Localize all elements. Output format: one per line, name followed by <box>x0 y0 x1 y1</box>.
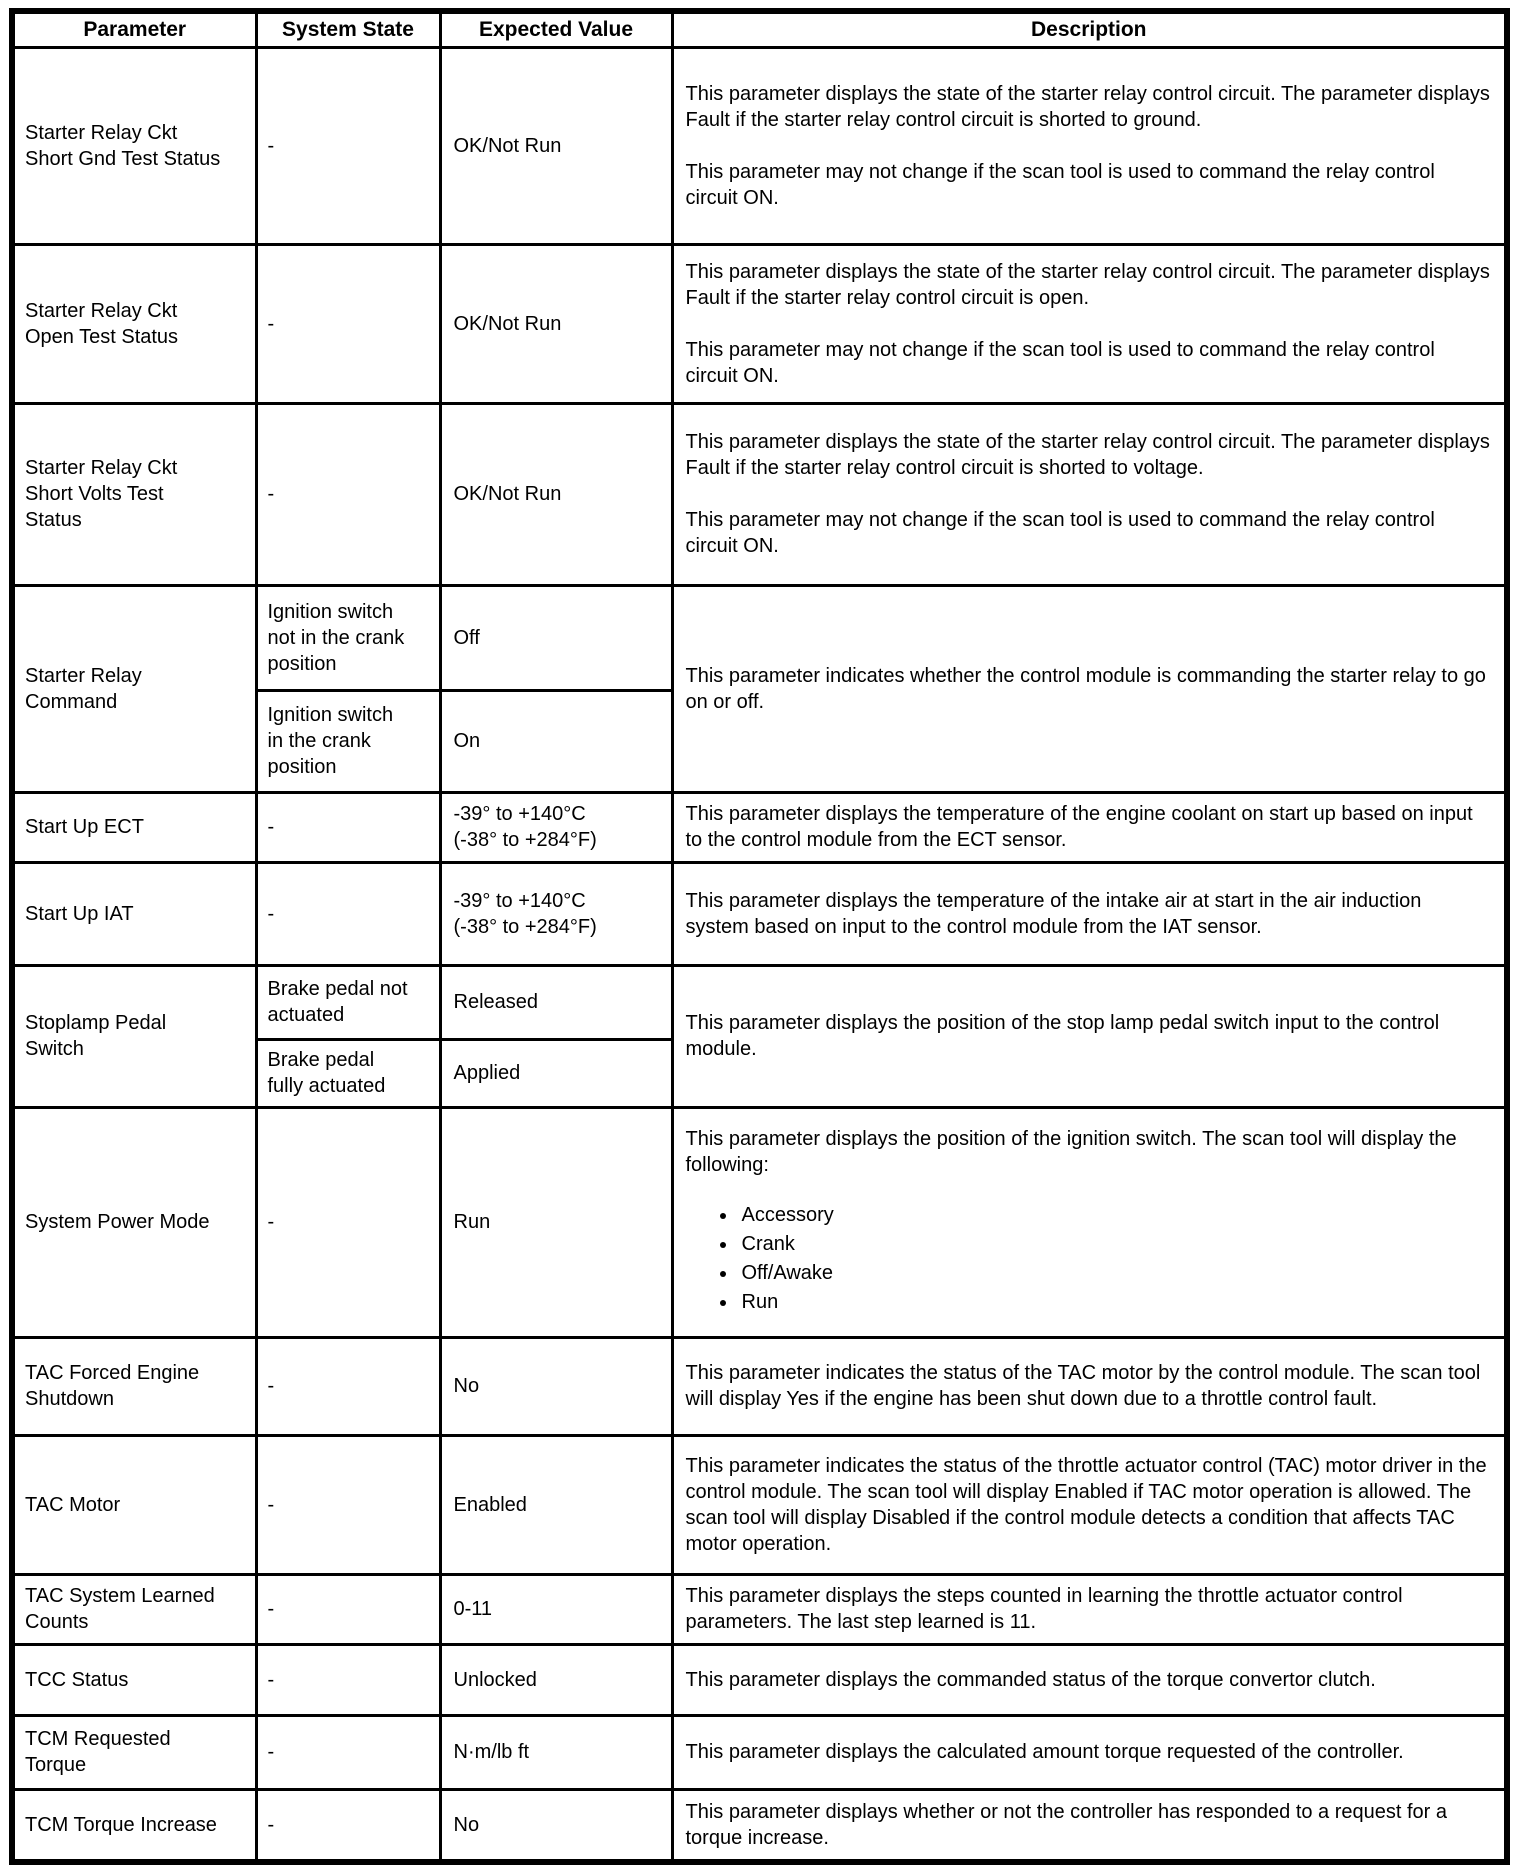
parameter-cell: System Power Mode <box>12 1107 256 1337</box>
description-cell <box>672 1574 1507 1644</box>
col-header-expected-value: Expected Value <box>440 11 672 47</box>
description-paragraph: This parameter displays the calculated amount torque requested of the controller. <box>685 1741 1404 1763</box>
description-cell <box>672 585 1507 792</box>
col-header-parameter: Parameter <box>12 11 256 47</box>
expected-value-cell: Unlocked <box>440 1644 672 1715</box>
parameter-cell: Starter Relay Command <box>12 585 256 792</box>
parameter-cell: Starter Relay Ckt Open Test Status <box>12 244 256 403</box>
system-state-cell: - <box>256 1715 440 1789</box>
expected-value-cell: N·m/lb ft <box>440 1715 672 1789</box>
list-item: • Accessory <box>738 1202 1491 1228</box>
description-paragraph: This parameter may not change if the scan tool is used to command the relay control circuit ON. <box>685 160 1435 209</box>
expected-value-line: -39° to +140°C <box>453 889 586 912</box>
system-state-cell: - <box>256 792 440 862</box>
expected-value-cell: OK/Not Run <box>440 244 672 403</box>
description-paragraph: This parameter may not change if the scan tool is used to command the relay control circuit ON. <box>685 509 1435 557</box>
table-row <box>12 47 1507 244</box>
table-row <box>12 1789 1507 1862</box>
col-header-description: Description <box>672 11 1507 47</box>
parameter-cell: TCM Requested Torque <box>12 1715 256 1789</box>
description-cell <box>672 1337 1507 1435</box>
expected-value-cell: Run <box>440 1107 672 1337</box>
description-paragraph: This parameter displays whether or not the controller has responded to a request for a torque increase. <box>685 1800 1448 1849</box>
expected-value-cell: Released <box>440 965 672 1039</box>
expected-value-cell: OK/Not Run <box>440 403 672 585</box>
description-cell <box>672 1644 1507 1715</box>
table-row <box>12 862 1507 965</box>
system-state-cell: - <box>256 403 440 585</box>
description-paragraph: This parameter displays the state of the starter relay control circuit. The parameter displays Fault if the starter relay control circuit is open. <box>685 260 1490 309</box>
description-paragraph: This parameter displays the commanded status of the torque convertor clutch. <box>685 1668 1376 1691</box>
table-row <box>12 403 1507 585</box>
parameter-cell: TAC Motor <box>12 1435 256 1574</box>
expected-value-line: (-38° to +284°F) <box>453 829 597 851</box>
system-state-cell: Ignition switch in the crank position <box>256 690 440 792</box>
list-item: • Crank <box>738 1231 1491 1257</box>
parameter-cell: Start Up IAT <box>12 862 256 965</box>
parameter-cell: TCM Torque Increase <box>12 1789 256 1862</box>
power-mode-list <box>686 1202 1491 1315</box>
description-cell <box>672 403 1507 585</box>
expected-value-cell: On <box>440 690 672 792</box>
description-cell <box>672 792 1507 862</box>
table-row <box>12 792 1507 862</box>
table-row <box>12 244 1507 403</box>
expected-value-cell: OK/Not Run <box>440 47 672 244</box>
description-paragraph: This parameter indicates the status of the TAC motor by the control module. The scan tool will display Yes if the engine has been shut down due to a throttle control fault. <box>685 1362 1481 1410</box>
table-row <box>12 1107 1507 1337</box>
system-state-cell: - <box>256 1644 440 1715</box>
scan-tool-parameter-table <box>9 8 1510 1865</box>
parameter-cell: TAC Forced Engine Shutdown <box>12 1337 256 1435</box>
table-row <box>12 585 1507 690</box>
description-paragraph: This parameter displays the temperature of the engine coolant on start up based on input to the control module from the ECT sensor. <box>685 803 1473 851</box>
description-paragraph: This parameter displays the state of the starter relay control circuit. The parameter displays Fault if the starter relay control circuit is shorted to ground. <box>685 82 1490 131</box>
table-row <box>12 1715 1507 1789</box>
parameter-cell: TAC System Learned Counts <box>12 1574 256 1644</box>
description-cell <box>672 244 1507 403</box>
expected-value-line: (-38° to +284°F) <box>453 915 597 938</box>
table-row <box>12 965 1507 1039</box>
table-row <box>12 1337 1507 1435</box>
description-paragraph: This parameter indicates the status of the throttle actuator control (TAC) motor driver in the control module. The scan tool will display Enabled if TAC motor operation is allowed. The scan tool will display Disabled if the control module detects a condition that affects TAC motor operation. <box>685 1454 1487 1555</box>
expected-value-cell: 0-11 <box>440 1574 672 1644</box>
system-state-cell: - <box>256 1789 440 1862</box>
system-state-cell: - <box>256 862 440 965</box>
description-cell <box>672 1435 1507 1574</box>
table-row <box>12 1574 1507 1644</box>
description-cell <box>672 1789 1507 1862</box>
system-state-cell: - <box>256 244 440 403</box>
list-item: • Off/Awake <box>738 1260 1491 1286</box>
description-paragraph: This parameter displays the state of the starter relay control circuit. The parameter displays Fault if the starter relay control circuit is shorted to voltage. <box>685 431 1490 479</box>
system-state-cell: - <box>256 1574 440 1644</box>
description-paragraph: This parameter may not change if the scan tool is used to command the relay control circuit ON. <box>685 338 1435 387</box>
description-cell <box>672 47 1507 244</box>
expected-value-cell: Applied <box>440 1039 672 1107</box>
parameter-cell: Starter Relay Ckt Short Volts Test Status <box>12 403 256 585</box>
description-paragraph: This parameter displays the position of the ignition switch. The scan tool will display the following: <box>685 1128 1457 1176</box>
parameter-cell: Starter Relay Ckt Short Gnd Test Status <box>12 47 256 244</box>
expected-value-cell <box>440 792 672 862</box>
table-row <box>12 1644 1507 1715</box>
system-state-cell: - <box>256 1107 440 1337</box>
header-row <box>12 11 1507 47</box>
list-item: • Run <box>738 1289 1491 1315</box>
system-state-cell: - <box>256 1435 440 1574</box>
system-state-cell: - <box>256 47 440 244</box>
parameter-cell: Stoplamp Pedal Switch <box>12 965 256 1107</box>
col-header-system-state: System State <box>256 11 440 47</box>
parameter-cell: TCC Status <box>12 1644 256 1715</box>
description-paragraph: This parameter displays the position of the stop lamp pedal switch input to the control module. <box>685 1012 1440 1060</box>
description-cell <box>672 862 1507 965</box>
description-cell <box>672 1107 1507 1337</box>
expected-value-cell: No <box>440 1789 672 1862</box>
description-paragraph: This parameter displays the steps counted in learning the throttle actuator control parameters. The last step learned is 11. <box>685 1585 1403 1633</box>
description-paragraph: This parameter displays the temperature of the intake air at start in the air induction system based on input to the control module from the IAT sensor. <box>685 889 1422 938</box>
description-cell <box>672 965 1507 1107</box>
table-row <box>12 1435 1507 1574</box>
system-state-cell: Brake pedal not actuated <box>256 965 440 1039</box>
expected-value-cell: Off <box>440 585 672 690</box>
description-paragraph: This parameter indicates whether the control module is commanding the starter relay to go on or off. <box>685 664 1486 713</box>
system-state-cell: Ignition switch not in the crank position <box>256 585 440 690</box>
system-state-cell: - <box>256 1337 440 1435</box>
expected-value-cell: Enabled <box>440 1435 672 1574</box>
expected-value-cell <box>440 862 672 965</box>
system-state-cell: Brake pedal fully actuated <box>256 1039 440 1107</box>
expected-value-line: -39° to +140°C <box>453 803 586 825</box>
parameter-cell: Start Up ECT <box>12 792 256 862</box>
expected-value-cell: No <box>440 1337 672 1435</box>
description-cell <box>672 1715 1507 1789</box>
